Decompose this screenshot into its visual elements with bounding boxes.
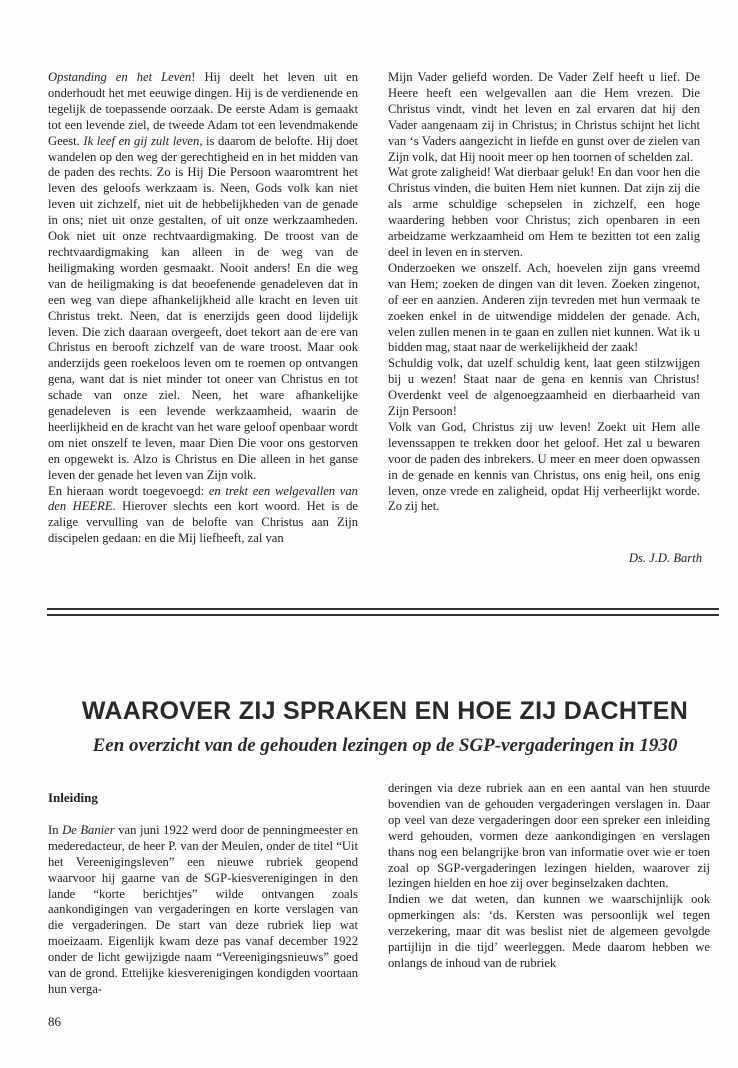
paragraph: Opstanding en het Leven! Hij deelt het leven uit en onderhoudt het met eeuwige dingen. Hij is de verdienende en tegelijk de toepassende oorzaak. De eerste Adam is gemaakt tot een levende ziel, de tweede Adam tot een levendmakende Geest. Ik leef en gij zult leven, is daarom de belofte. Hij doet wandelen op den weg der gerechtigheid en in het midden van de paden des rechts. Zo is Hij Die Persoon waaromtrent het leven des geloofs werkzaam is. Neen, Gods volk kan niet leven uit zichzelf, niet uit de hebbelijkheden van de genade in ons; niet uit onze gestalten, of uit onze werkzaamheden. Ook niet uit onze rechtvaardigmaking. De troost van de rechtvaardigmaking kan alleen in de weg van de heiligmaking worden gesmaakt. Nooit anders! En die weg van de heiligmaking is dat beoefenende genadeleven dat in een weg van diepe afhankelijkheid alle kracht en leven uit Christus trekt. Neen, dat is enerzijds geen dood lijdelijk leven. Die zich daaraan overgeeft, doet tekort aan de ere van Christus en berooft zichzelf van de ware troost. Maar ook anderzijds geen roekeloos leven om te roemen op ontvangen gena, want dat is niet minder tot oneer van Christus en tot schade van onze ziel. Neen, het ware afhankelijke genadeleven is een levende werkzaamheid, waarin de heerlijkheid en de kracht van het ware geloof openbaar wordt om niet onszelf te leven, maar Dien Die voor ons gestorven en opgewekt is. Alzo is Christus en Die alleen in het ganse leven der genade het leven van Zijn volk. (48, 70, 359, 482)
article-subtitle: Een overzicht van de gehouden lezingen op de SGP-vergaderingen in 1930 (92, 735, 678, 756)
author-signature: Ds. J.D. Barth (628, 551, 702, 565)
paragraph: Volk van God, Christus zij uw leven! Zoekt uit Hem alle levenssappen te trekken door het geloof. Het zal u bewaren voor de paden des inbrekers. U meer en meer doen opwassen in de genade en kennis van Christus, ons enig heil, ons enig leven, onze vrede en zaligheid, opdat Hij verheerlijkt worde. Zo zij het. (388, 419, 700, 514)
section-heading: Inleiding (48, 790, 98, 805)
paragraph: Onderzoeken we onszelf. Ach, hoevelen zijn gans vreemd van Hem; zoeken de dingen van dit leven. Zoeken zingenot, of eer en aanzien. Anderen zijn tevreden met hun vermaak te zoeken enkel in de uitwendige middelen der genade. Ach, velen zullen menen in te gaan en zullen niet kunnen. Wat ik u bidden mag, staat naar de werkelijkheid der zaak! (388, 260, 700, 355)
page-number: 86 (48, 1014, 61, 1029)
section-divider (47, 614, 719, 616)
section-divider (47, 608, 719, 610)
paragraph: Mijn Vader geliefd worden. De Vader Zelf heeft u lief. De Heere heeft een welgevallen aan die Hem vrezen. Die Christus vindt, vindt het leven en zal ervaren dat hij den Vader aangenaam zij in Christus; in Christus schijnt het licht van ‘s Vaders aangezicht in liefde en gunst over de zielen van Zijn volk, dat Hij nooit meer op hen toornen of schelden zal. (388, 70, 700, 164)
paragraph: Schuldig volk, dat uzelf schuldig kent, laat geen stilzwijgen bij u wezen! Staat naar de gena en kennis van Christus! Overdenkt veel de algenoegzaamheid en dierbaarheid van Zijn Persoon! (388, 356, 700, 419)
article-right-column (388, 781, 710, 972)
article-left-column (48, 790, 358, 998)
paragraph: deringen via deze rubriek aan en een aantal van hen stuurde bovendien van de gehouden vergaderingen verslagen in. Daar op veel van deze vergaderingen door een spreker een inleiding werd gehouden, vormen deze aankondigingen en verslagen thans nog een belangrijke bron van informatie over wie er toen zoal op SGP-vergaderingen lezingen hielden, waarover zij lezingen hielden en hoe zij over beginselzaken dachten. (388, 781, 710, 891)
article-headline: WAAROVER ZIJ SPRAKEN EN HOE ZIJ DACHTEN (81, 697, 689, 725)
article-continuation-left-column (48, 70, 358, 547)
paragraph: Wat grote zaligheid! Wat dierbaar geluk! En dan voor hen die Christus vinden, die buiten Hem niet kunnen. Dat zijn zij die als arme schuldige schepselen in zichzelf, een hoge waardering hebben voor Christus; zich openbaren in een arbeidzame werkzaamheid om Hem te bezitten tot een zalig deel in leven en in sterven. (388, 165, 700, 259)
paragraph: Indien we dat weten, dan kunnen we waarschijnlijk ook opmerkingen als: ‘ds. Kersten was persoonlijk wel tegen verzekering, maar dit was beslist niet de algemeen gevolgde partijlijn in die tijd’ weerleggen. Mede daarom hebben we onlangs de inhoud van de rubriek (388, 892, 710, 970)
paragraph: En hieraan wordt toegevoegd: en trekt een welgevallen van den HEERE. Hierover slechts een kort woord. Het is de zalige vervulling van de belofte van Christus aan Zijn discipelen gedaan: en die Mij liefheeft, zal van (48, 483, 358, 546)
article-continuation-right-column (388, 70, 700, 515)
paragraph: In De Banier van juni 1922 werd door de penningmeester en mederedacteur, de heer P. van der Meulen, onder de titel “Uit het Vereenigingsleven” een nieuwe rubriek geopend waarvoor hij gaarne van de SGP-kiesverenigingen in den lande “korte berichtjes” wilde ontvangen zoals aankondigingen van vergaderingen en korte verslagen van die vergaderingen. De start van deze rubriek liep wat moeizaam. Eigenlijk kwam deze pas vanaf december 1922 onder de licht gewijzigde naam “Vereenigingsnieuws” goed van de grond. Ettelijke kiesverenigingen kondigden voortaan hun verga- (48, 822, 359, 996)
